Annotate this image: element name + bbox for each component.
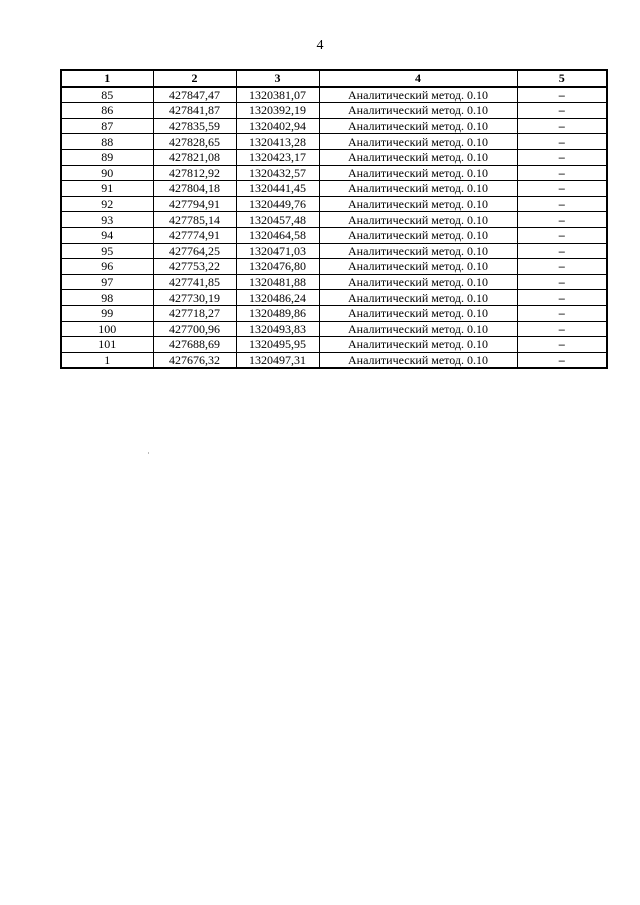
table-cell-col-5: – <box>517 118 607 134</box>
table-row <box>61 352 607 368</box>
table-cell-col-5: – <box>517 103 607 119</box>
table-cell-col-3: 1320392,19 <box>236 103 319 119</box>
table-cell-col-2: 427812,92 <box>153 165 236 181</box>
table-cell-col-1: 96 <box>61 259 153 275</box>
table-cell-col-3: 1320449,76 <box>236 196 319 212</box>
table-cell-col-2: 427688,69 <box>153 337 236 353</box>
table-cell-col-3: 1320493,83 <box>236 321 319 337</box>
header-cell-1: 1 <box>61 70 153 87</box>
table-cell-col-1: 98 <box>61 290 153 306</box>
table-cell-col-2: 427828,65 <box>153 134 236 150</box>
table-cell-col-1: 87 <box>61 118 153 134</box>
table-cell-col-1: 94 <box>61 227 153 243</box>
table-cell-col-2: 427804,18 <box>153 181 236 197</box>
table-cell-col-4: Аналитический метод. 0.10 <box>319 243 517 259</box>
table-cell-col-1: 86 <box>61 103 153 119</box>
table-cell-col-4: Аналитический метод. 0.10 <box>319 274 517 290</box>
table-cell-col-5: – <box>517 305 607 321</box>
table-row <box>61 290 607 306</box>
table-row <box>61 259 607 275</box>
table-cell-col-5: – <box>517 259 607 275</box>
table-cell-col-2: 427753,22 <box>153 259 236 275</box>
table-cell-col-4: Аналитический метод. 0.10 <box>319 259 517 275</box>
table-cell-col-2: 427821,08 <box>153 149 236 165</box>
header-row <box>61 70 607 87</box>
table-cell-col-3: 1320471,03 <box>236 243 319 259</box>
table-cell-col-4: Аналитический метод. 0.10 <box>319 118 517 134</box>
table-cell-col-4: Аналитический метод. 0.10 <box>319 149 517 165</box>
table-cell-col-3: 1320497,31 <box>236 352 319 368</box>
table-row <box>61 243 607 259</box>
table-cell-col-2: 427794,91 <box>153 196 236 212</box>
table-cell-col-4: Аналитический метод. 0.10 <box>319 165 517 181</box>
table-cell-col-2: 427730,19 <box>153 290 236 306</box>
table-cell-col-2: 427764,25 <box>153 243 236 259</box>
table-cell-col-1: 90 <box>61 165 153 181</box>
table-cell-col-2: 427676,32 <box>153 352 236 368</box>
table-cell-col-1: 88 <box>61 134 153 150</box>
table-cell-col-4: Аналитический метод. 0.10 <box>319 87 517 103</box>
table-cell-col-4: Аналитический метод. 0.10 <box>319 103 517 119</box>
table-cell-col-5: – <box>517 181 607 197</box>
table-cell-col-4: Аналитический метод. 0.10 <box>319 305 517 321</box>
table-cell-col-2: 427774,91 <box>153 227 236 243</box>
table-cell-col-3: 1320423,17 <box>236 149 319 165</box>
table-cell-col-3: 1320413,28 <box>236 134 319 150</box>
table-cell-col-1: 89 <box>61 149 153 165</box>
table-cell-col-4: Аналитический метод. 0.10 <box>319 321 517 337</box>
table-cell-col-4: Аналитический метод. 0.10 <box>319 134 517 150</box>
table-cell-col-5: – <box>517 337 607 353</box>
page-number: 4 <box>316 38 324 53</box>
table-cell-col-5: – <box>517 352 607 368</box>
table-row <box>61 87 607 103</box>
table-cell-col-4: Аналитический метод. 0.10 <box>319 181 517 197</box>
table-cell-col-2: 427847,47 <box>153 87 236 103</box>
table-cell-col-3: 1320441,45 <box>236 181 319 197</box>
table-cell-col-2: 427785,14 <box>153 212 236 228</box>
table-cell-col-3: 1320486,24 <box>236 290 319 306</box>
table-row <box>61 103 607 119</box>
table-cell-col-4: Аналитический метод. 0.10 <box>319 352 517 368</box>
table-row <box>61 118 607 134</box>
table-cell-col-1: 93 <box>61 212 153 228</box>
table-cell-col-2: 427718,27 <box>153 305 236 321</box>
table-cell-col-5: – <box>517 87 607 103</box>
table-row <box>61 227 607 243</box>
table-cell-col-1: 92 <box>61 196 153 212</box>
table-cell-col-2: 427835,59 <box>153 118 236 134</box>
table-header <box>61 70 607 87</box>
table-row <box>61 196 607 212</box>
table-cell-col-2: 427741,85 <box>153 274 236 290</box>
table-row <box>61 149 607 165</box>
table-cell-col-1: 99 <box>61 305 153 321</box>
table-cell-col-5: – <box>517 196 607 212</box>
table-cell-col-5: – <box>517 290 607 306</box>
table-cell-col-2: 427841,87 <box>153 103 236 119</box>
header-cell-5: 5 <box>517 70 607 87</box>
table-cell-col-4: Аналитический метод. 0.10 <box>319 290 517 306</box>
table-cell-col-5: – <box>517 321 607 337</box>
table-row <box>61 321 607 337</box>
table-cell-col-1: 85 <box>61 87 153 103</box>
table-row <box>61 337 607 353</box>
table-cell-col-3: 1320381,07 <box>236 87 319 103</box>
table-cell-col-1: 95 <box>61 243 153 259</box>
table-cell-col-5: – <box>517 134 607 150</box>
table-cell-col-1: 97 <box>61 274 153 290</box>
table-cell-col-1: 91 <box>61 181 153 197</box>
table-cell-col-3: 1320489,86 <box>236 305 319 321</box>
table-cell-col-5: – <box>517 243 607 259</box>
table-cell-col-3: 1320476,80 <box>236 259 319 275</box>
table-cell-col-1: 100 <box>61 321 153 337</box>
table-cell-col-3: 1320495,95 <box>236 337 319 353</box>
table-cell-col-3: 1320432,57 <box>236 165 319 181</box>
table-cell-col-3: 1320402,94 <box>236 118 319 134</box>
table-cell-col-3: 1320457,48 <box>236 212 319 228</box>
table-row <box>61 134 607 150</box>
header-cell-3: 3 <box>236 70 319 87</box>
table-row <box>61 181 607 197</box>
table-row <box>61 305 607 321</box>
table-cell-col-3: 1320481,88 <box>236 274 319 290</box>
table-cell-col-3: 1320464,58 <box>236 227 319 243</box>
table-cell-col-1: 101 <box>61 337 153 353</box>
table-cell-col-5: – <box>517 274 607 290</box>
table-row <box>61 212 607 228</box>
table-row <box>61 165 607 181</box>
table-cell-col-5: – <box>517 212 607 228</box>
table-cell-col-4: Аналитический метод. 0.10 <box>319 196 517 212</box>
table-cell-col-5: – <box>517 165 607 181</box>
table-row <box>61 274 607 290</box>
header-cell-2: 2 <box>153 70 236 87</box>
table-cell-col-5: – <box>517 227 607 243</box>
table-cell-col-5: – <box>517 149 607 165</box>
table-cell-col-4: Аналитический метод. 0.10 <box>319 227 517 243</box>
header-cell-4: 4 <box>319 70 517 87</box>
scan-speck <box>148 452 149 454</box>
table-body <box>61 87 607 369</box>
table-cell-col-2: 427700,96 <box>153 321 236 337</box>
table-cell-col-1: 1 <box>61 352 153 368</box>
coordinates-table <box>60 69 608 369</box>
table-cell-col-4: Аналитический метод. 0.10 <box>319 337 517 353</box>
table-cell-col-4: Аналитический метод. 0.10 <box>319 212 517 228</box>
